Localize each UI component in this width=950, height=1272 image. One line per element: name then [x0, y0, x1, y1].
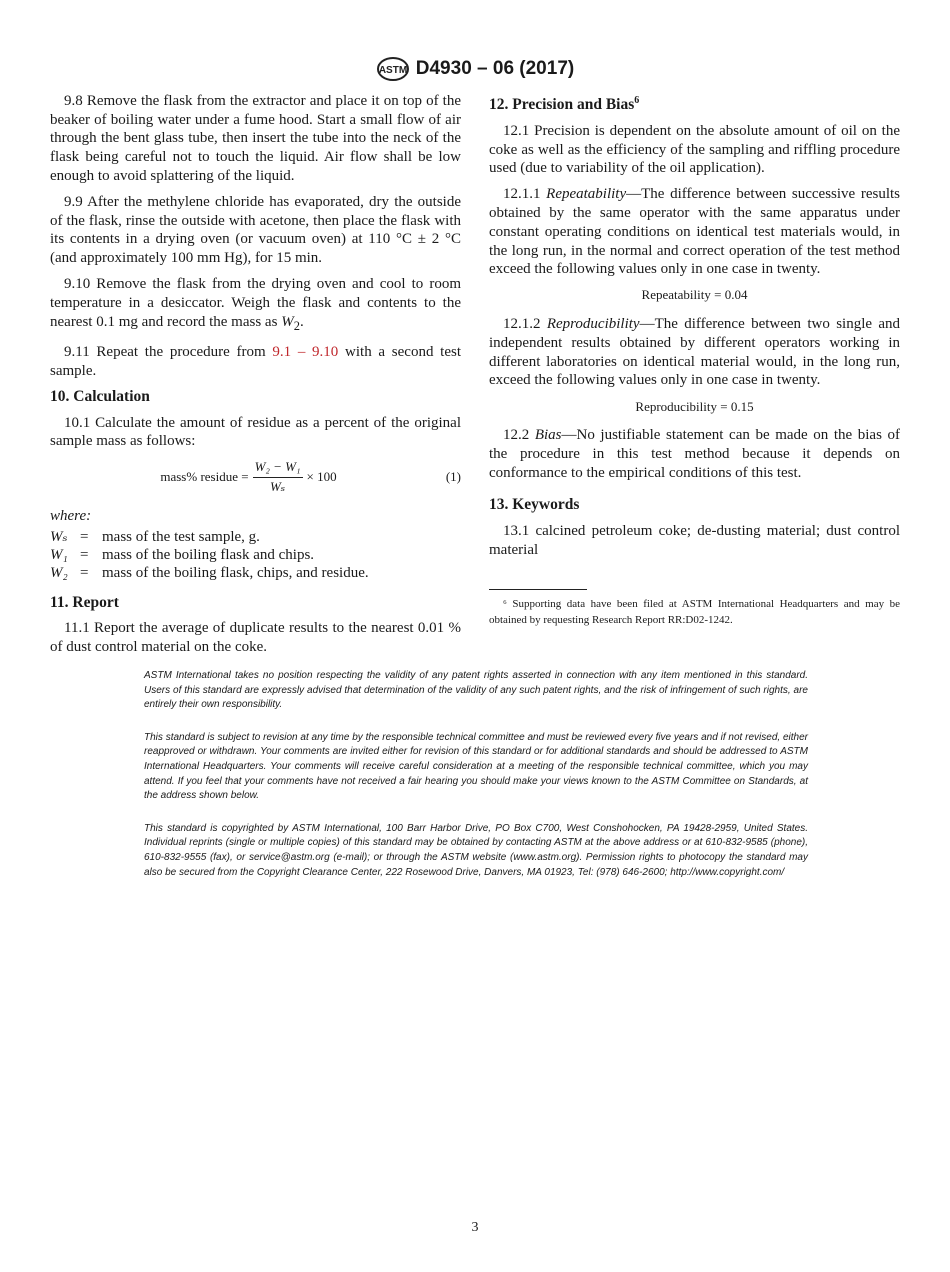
- text: .: [299, 313, 304, 330]
- heading-calculation: 10. Calculation: [50, 387, 150, 405]
- definition-sym: Wₛ: [50, 528, 68, 545]
- text: 9.11 Repeat the procedure from: [64, 343, 273, 360]
- designation: D4930 – 06 (2017): [415, 58, 575, 80]
- heading-text: 12. Precision and Bias: [489, 96, 635, 114]
- text: —The difference between two single and independent results obtained by different operators working in different laboratories on identical material would, in the long run, exceed the following values only in one case in twenty.: [489, 316, 901, 389]
- denominator: Wₛ: [269, 479, 286, 495]
- left-column: [50, 92, 461, 664]
- right-column: [489, 92, 900, 628]
- section-12-2: [489, 426, 900, 482]
- footnote-ref[interactable]: 6: [634, 95, 640, 106]
- definition-row: [50, 528, 461, 546]
- text: 12.1.1: [503, 186, 547, 203]
- text: with a second test sample.: [50, 343, 461, 379]
- term: Bias: [534, 427, 562, 444]
- svg-text:ASTM: ASTM: [378, 65, 407, 76]
- section-9-8: 9.8 Remove the flask from the extractor and place it on top of the beaker of boiling water under a fume hood. Start a small flow of air through the bent glass tube, then insert the tube into the neck of the flask being careful not to touch the liquid. Air flow shall be low enough to avoid splattering of the liquid.: [50, 93, 461, 184]
- section-9-11: [50, 343, 461, 380]
- footnote-divider: [489, 589, 587, 590]
- footnote: ⁶ Supporting data have been filed at ASTM International Headquarters and may be obtained by requesting Research Report RR:D02-1242.: [489, 598, 900, 627]
- text: 9.10 Remove the flask from the drying oven and cool to room temperature in a desiccator. Weigh the flask and contents to the nearest 0.1 mg and record the mass as: [50, 276, 461, 330]
- legal-footer: [144, 669, 808, 898]
- term: Reproducibility: [546, 316, 640, 333]
- definitions-list: [50, 528, 461, 582]
- definition-row: [50, 546, 461, 564]
- heading-report: 11. Report: [50, 593, 119, 611]
- section-10-1: 10.1 Calculate the amount of residue as a percent of the original sample mass as follows:: [50, 414, 461, 450]
- heading-keywords: 13. Keywords: [489, 496, 580, 514]
- revision-notice: This standard is subject to revision at any time by the responsible technical committee and must be reviewed every five years and if not revised, either reapproved or withdrawn. Your comments are invited either for revision of this standard or for additional standards and should be addressed to ASTM International Headquarters. Your comments will receive careful consideration at a meeting of the responsible technical committee, which you may attend. If you feel that your comments have not received a fair hearing you should make your views known to the ASTM Committee on Standards, at the address shown below.: [144, 731, 808, 802]
- definition-text: mass of the boiling flask, chips, and residue.: [102, 564, 369, 581]
- equation: [50, 458, 461, 496]
- symbol: W: [281, 313, 294, 330]
- section-9-9: 9.9 After the methylene chloride has evaporated, dry the outside of the flask, rinse the outside with acetone, then place the flask with its contents in a drying oven (or vacuum oven) at 110 °C ± 2 °C (and approximately 100 mm Hg), for 15 min.: [50, 194, 461, 267]
- astm-logo-icon: [376, 56, 410, 82]
- section-12-1: 12.1 Precision is dependent on the absolute amount of oil on the coke as well as the efficiency of the sampling and riffling procedure used (due to variability of the oil application).: [489, 122, 900, 177]
- text: 12.1.2: [503, 316, 547, 333]
- definition-eq: =: [80, 528, 89, 545]
- section-13-1: 13.1 calcined petroleum coke; de-dusting material; dust control material: [489, 523, 900, 558]
- subscript: 2: [293, 318, 300, 333]
- definition-sym: W₂: [50, 564, 68, 581]
- reproducibility-value: Reproducibility = 0.15: [635, 398, 754, 414]
- definition-text: mass of the boiling flask and chips.: [102, 546, 315, 563]
- definition-eq: =: [80, 546, 89, 563]
- definition-eq: =: [80, 564, 89, 581]
- definition-sym: W₁: [50, 546, 68, 563]
- page-header: [0, 56, 950, 82]
- heading-precision-bias: [489, 92, 900, 115]
- equation-lhs: mass% residue =: [160, 469, 249, 485]
- text: —No justifiable statement can be made on the bias of the procedure in this test method because it depends on conformance to the empirical conditions of this test.: [489, 427, 900, 481]
- text: —The difference between successive results obtained by the same operator with the same apparatus under constant operating conditions on identical test materials would, in the long run, in the normal and correct operation of the test method exceed the following values only in one case in twenty.: [489, 186, 901, 278]
- section-12-1-2: [489, 315, 900, 390]
- text: 12.2: [503, 427, 535, 444]
- definition-text: mass of the test sample, g.: [102, 528, 260, 545]
- copyright-notice: This standard is copyrighted by ASTM International, 100 Barr Harbor Drive, PO Box C700, West Conshohocken, PA 19428-2959, United States. Individual reprints (single or multiple copies) of this standard may be obtained by contacting ASTM at the above address or at 610-832-9585 (phone), 610-832-9555 (fax), or service@astm.org (e-mail); or through the ASTM website (www.astm.org). Permission rights to photocopy the standard may also be secured from the Copyright Clearance Center, 222 Rosewood Drive, Danvers, MA 01923, Tel: (978) 646-2600; http://www.copyright.com/: [144, 822, 808, 878]
- equation-rhs: × 100: [306, 469, 337, 485]
- term: Repeatability: [546, 186, 627, 203]
- definition-row: [50, 564, 461, 582]
- section-12-1-1: [489, 185, 900, 279]
- where-label: where:: [50, 507, 92, 524]
- patent-notice: ASTM International takes no position respecting the validity of any patent rights asserted in connection with any item mentioned in this standard. Users of this standard are expressly advised that determination of the validity of any such patent rights, and the risk of infringement of such rights, are entirely their own responsibility.: [144, 670, 808, 711]
- equation-number: (1): [445, 469, 461, 485]
- section-9-10: [50, 275, 461, 335]
- section-11-1: 11.1 Report the average of duplicate results to the nearest 0.01 % of dust control material on the coke.: [50, 620, 461, 655]
- numerator: W₂ − W₁: [253, 458, 303, 478]
- section-link[interactable]: 9.1 – 9.10: [272, 343, 339, 360]
- repeatability-value: Repeatability = 0.04: [641, 287, 748, 303]
- page-number: 3: [471, 1220, 479, 1235]
